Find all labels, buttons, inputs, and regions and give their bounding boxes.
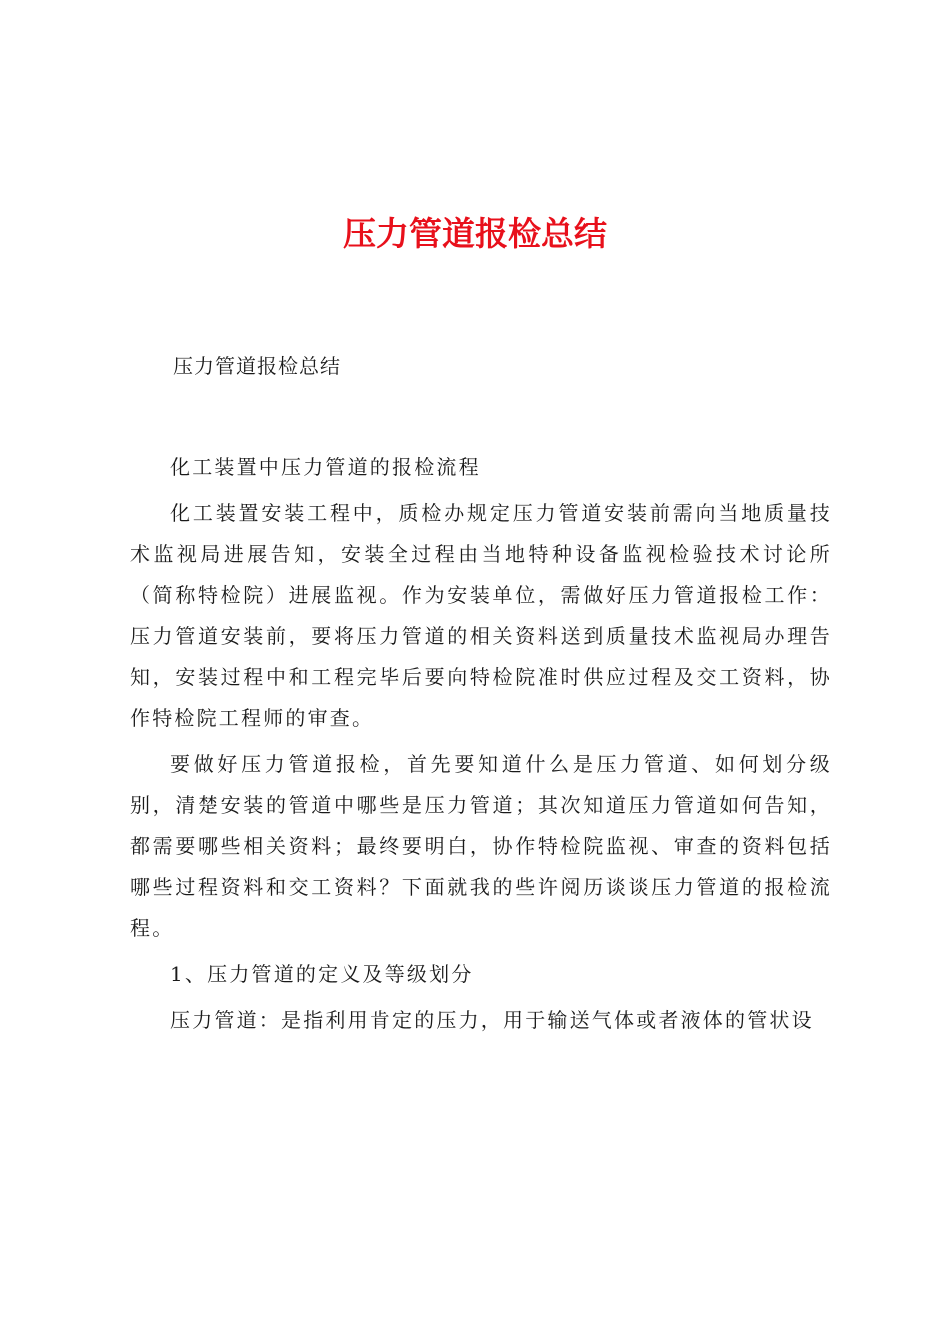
section-heading-process: 化工装置中压力管道的报检流程: [170, 455, 481, 479]
paragraph-definition: 压力管道：是指利用肯定的压力，用于输送气体或者液体的管状设: [170, 1008, 814, 1032]
paragraph-installation: 化工装置安装工程中，质检办规定压力管道安装前需向当地质量技术监视局进展告知，安装全过程由当地特种设备监视检验技术讨论所（简称特检院）进展监视。作为安装单位，需做好压力管道报检工作：压力管道安装前，要将压力管道的相关资料送到质量技术监视局办理告知，安装过程中和工程完毕后要向特检院准时供应过程及交工资料，协作特检院工程师的审查。: [130, 501, 832, 730]
section-heading-definition: 1、压力管道的定义及等级划分: [170, 962, 474, 986]
document-title: 压力管道报检总结: [343, 214, 607, 253]
paragraph-requirements: 要做好压力管道报检，首先要知道什么是压力管道、如何划分级别，清楚安装的管道中哪些是压力管道；其次知道压力管道如何告知，都需要哪些相关资料；最终要明白，协作特检院监视、审查的资料包括哪些过程资料和交工资料？下面就我的些许阅历谈谈压力管道的报检流程。: [130, 752, 832, 940]
document-subtitle: 压力管道报检总结: [173, 354, 341, 378]
document-body: [130, 447, 832, 1046]
